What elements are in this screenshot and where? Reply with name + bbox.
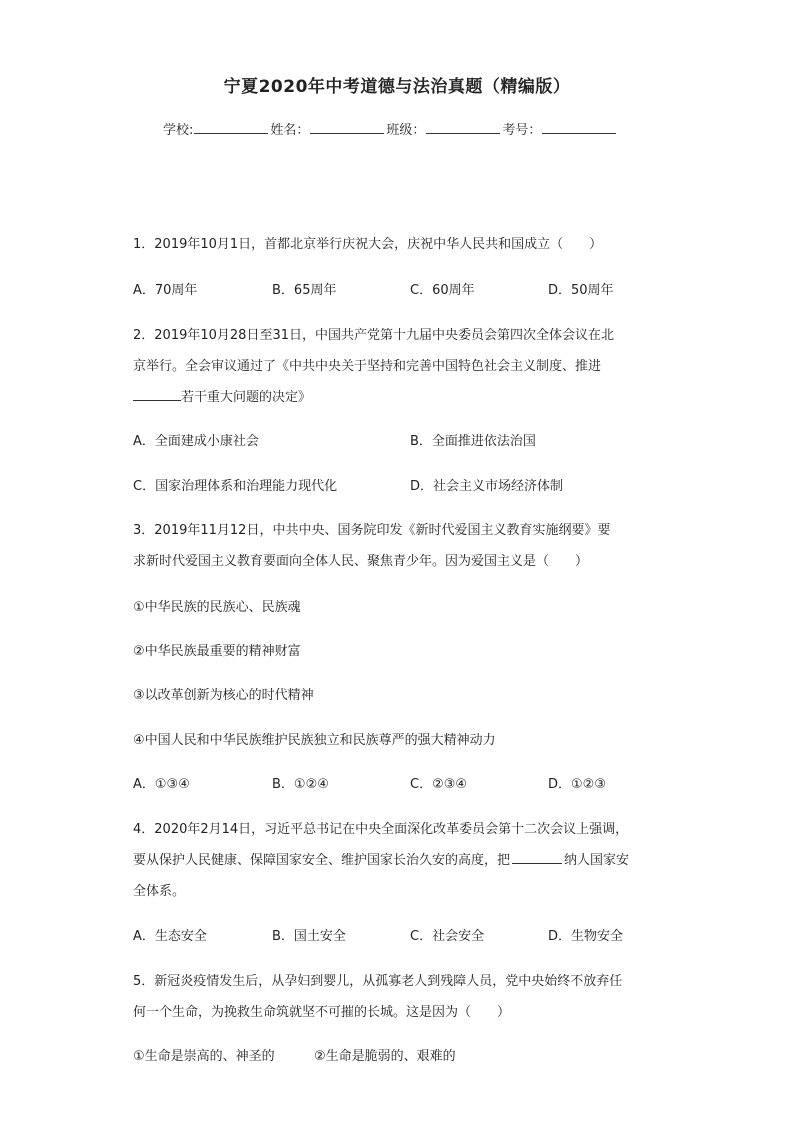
q4-line-2-before: 要从保护人民健康、保障国家安全、维护国家长治久安的高度，把 (133, 853, 511, 868)
q4-option-b: B．国土安全 (272, 929, 346, 944)
q5-item-2: ②生命是脆弱的、艰难的 (314, 1049, 456, 1064)
q2-line-1: 2．2019年10月28日至31日，中国共产党第十九届中央委员会第四次全体会议在北 (133, 328, 614, 343)
q3-item-1: ①中华民族的民族心、民族魂 (133, 600, 301, 615)
q2-option-d: D．社会主义市场经济体制 (410, 479, 564, 494)
q3-line-1: 3．2019年11月12日，中共中央、国务院印发《新时代爱国主义教育实施纲要》要 (133, 523, 611, 538)
q5-item-1: ①生命是崇高的、神圣的 (133, 1049, 275, 1064)
exam-no-blank[interactable] (542, 121, 616, 134)
q3-option-b: B．①②④ (272, 777, 329, 792)
exam-no-label: 考号： (502, 123, 542, 138)
q2-option-a: A．全面建成小康社会 (133, 434, 259, 449)
q3-item-2: ②中华民族最重要的精神财富 (133, 644, 301, 659)
q5-line-1: 5．新冠炎疫情发生后，从孕妇到婴儿，从孤寡老人到残障人员，党中央始终不放弃任 (133, 974, 623, 989)
q1-stem: 1．2019年10月1日，首都北京举行庆祝大会，庆祝中华人民共和国成立（ ） (133, 237, 603, 252)
q4-option-a: A．生态安全 (133, 929, 207, 944)
q4-line-1: 4．2020年2月14日，习近平总书记在中央全面深化改革委员会第十二次会议上强调， (133, 822, 629, 837)
q2-option-c: C．国家治理体系和治理能力现代化 (133, 479, 338, 494)
q3-item-4: ④中国人民和中华民族维护民族独立和民族尊严的强大精神动力 (133, 733, 496, 748)
name-label: 姓名： (270, 123, 310, 138)
q4-line-3: 全体系。 (133, 884, 186, 899)
school-blank[interactable] (194, 121, 268, 134)
q2-blank (133, 389, 181, 401)
q3-line-2: 求新时代爱国主义教育要面向全体人民、聚焦青少年。因为爱国主义是（ ） (133, 554, 589, 569)
q4-line-2 (133, 849, 629, 868)
q4-option-c: C．社会安全 (410, 929, 485, 944)
q1-option-d: D．50周年 (548, 283, 614, 298)
q2-line-3 (133, 386, 311, 405)
class-blank[interactable] (426, 121, 500, 134)
q3-option-c: C．②③④ (410, 777, 468, 792)
q2-line-2: 京举行。全会审议通过了《中共中央关于坚持和完善中国特色社会主义制度、推进 (133, 359, 602, 374)
q4-option-d: D．生物安全 (548, 929, 624, 944)
page-title: 宁夏2020年中考道德与法治真题（精编版） (223, 77, 571, 97)
student-info-row (163, 119, 618, 138)
q1-option-a: A．70周年 (133, 283, 198, 298)
school-label: 学校: (163, 123, 194, 138)
q1-option-b: B．65周年 (272, 283, 337, 298)
q2-option-b: B．全面推进依法治国 (410, 434, 536, 449)
q4-line-2-after: 纳人国家安 (564, 853, 630, 868)
q5-line-2: 何一个生命，为挽救生命筑就坚不可摧的长城。这是因为（ ） (133, 1005, 511, 1020)
class-label: 班级： (386, 123, 426, 138)
q3-option-d: D．①②③ (548, 777, 606, 792)
q2-line-3-text: 若干重大问题的决定》 (181, 390, 312, 405)
name-blank[interactable] (310, 121, 384, 134)
q3-item-3: ③以改革创新为核心的时代精神 (133, 688, 314, 703)
q3-option-a: A．①③④ (133, 777, 190, 792)
q1-option-c: C．60周年 (410, 283, 475, 298)
q4-blank (512, 852, 562, 864)
